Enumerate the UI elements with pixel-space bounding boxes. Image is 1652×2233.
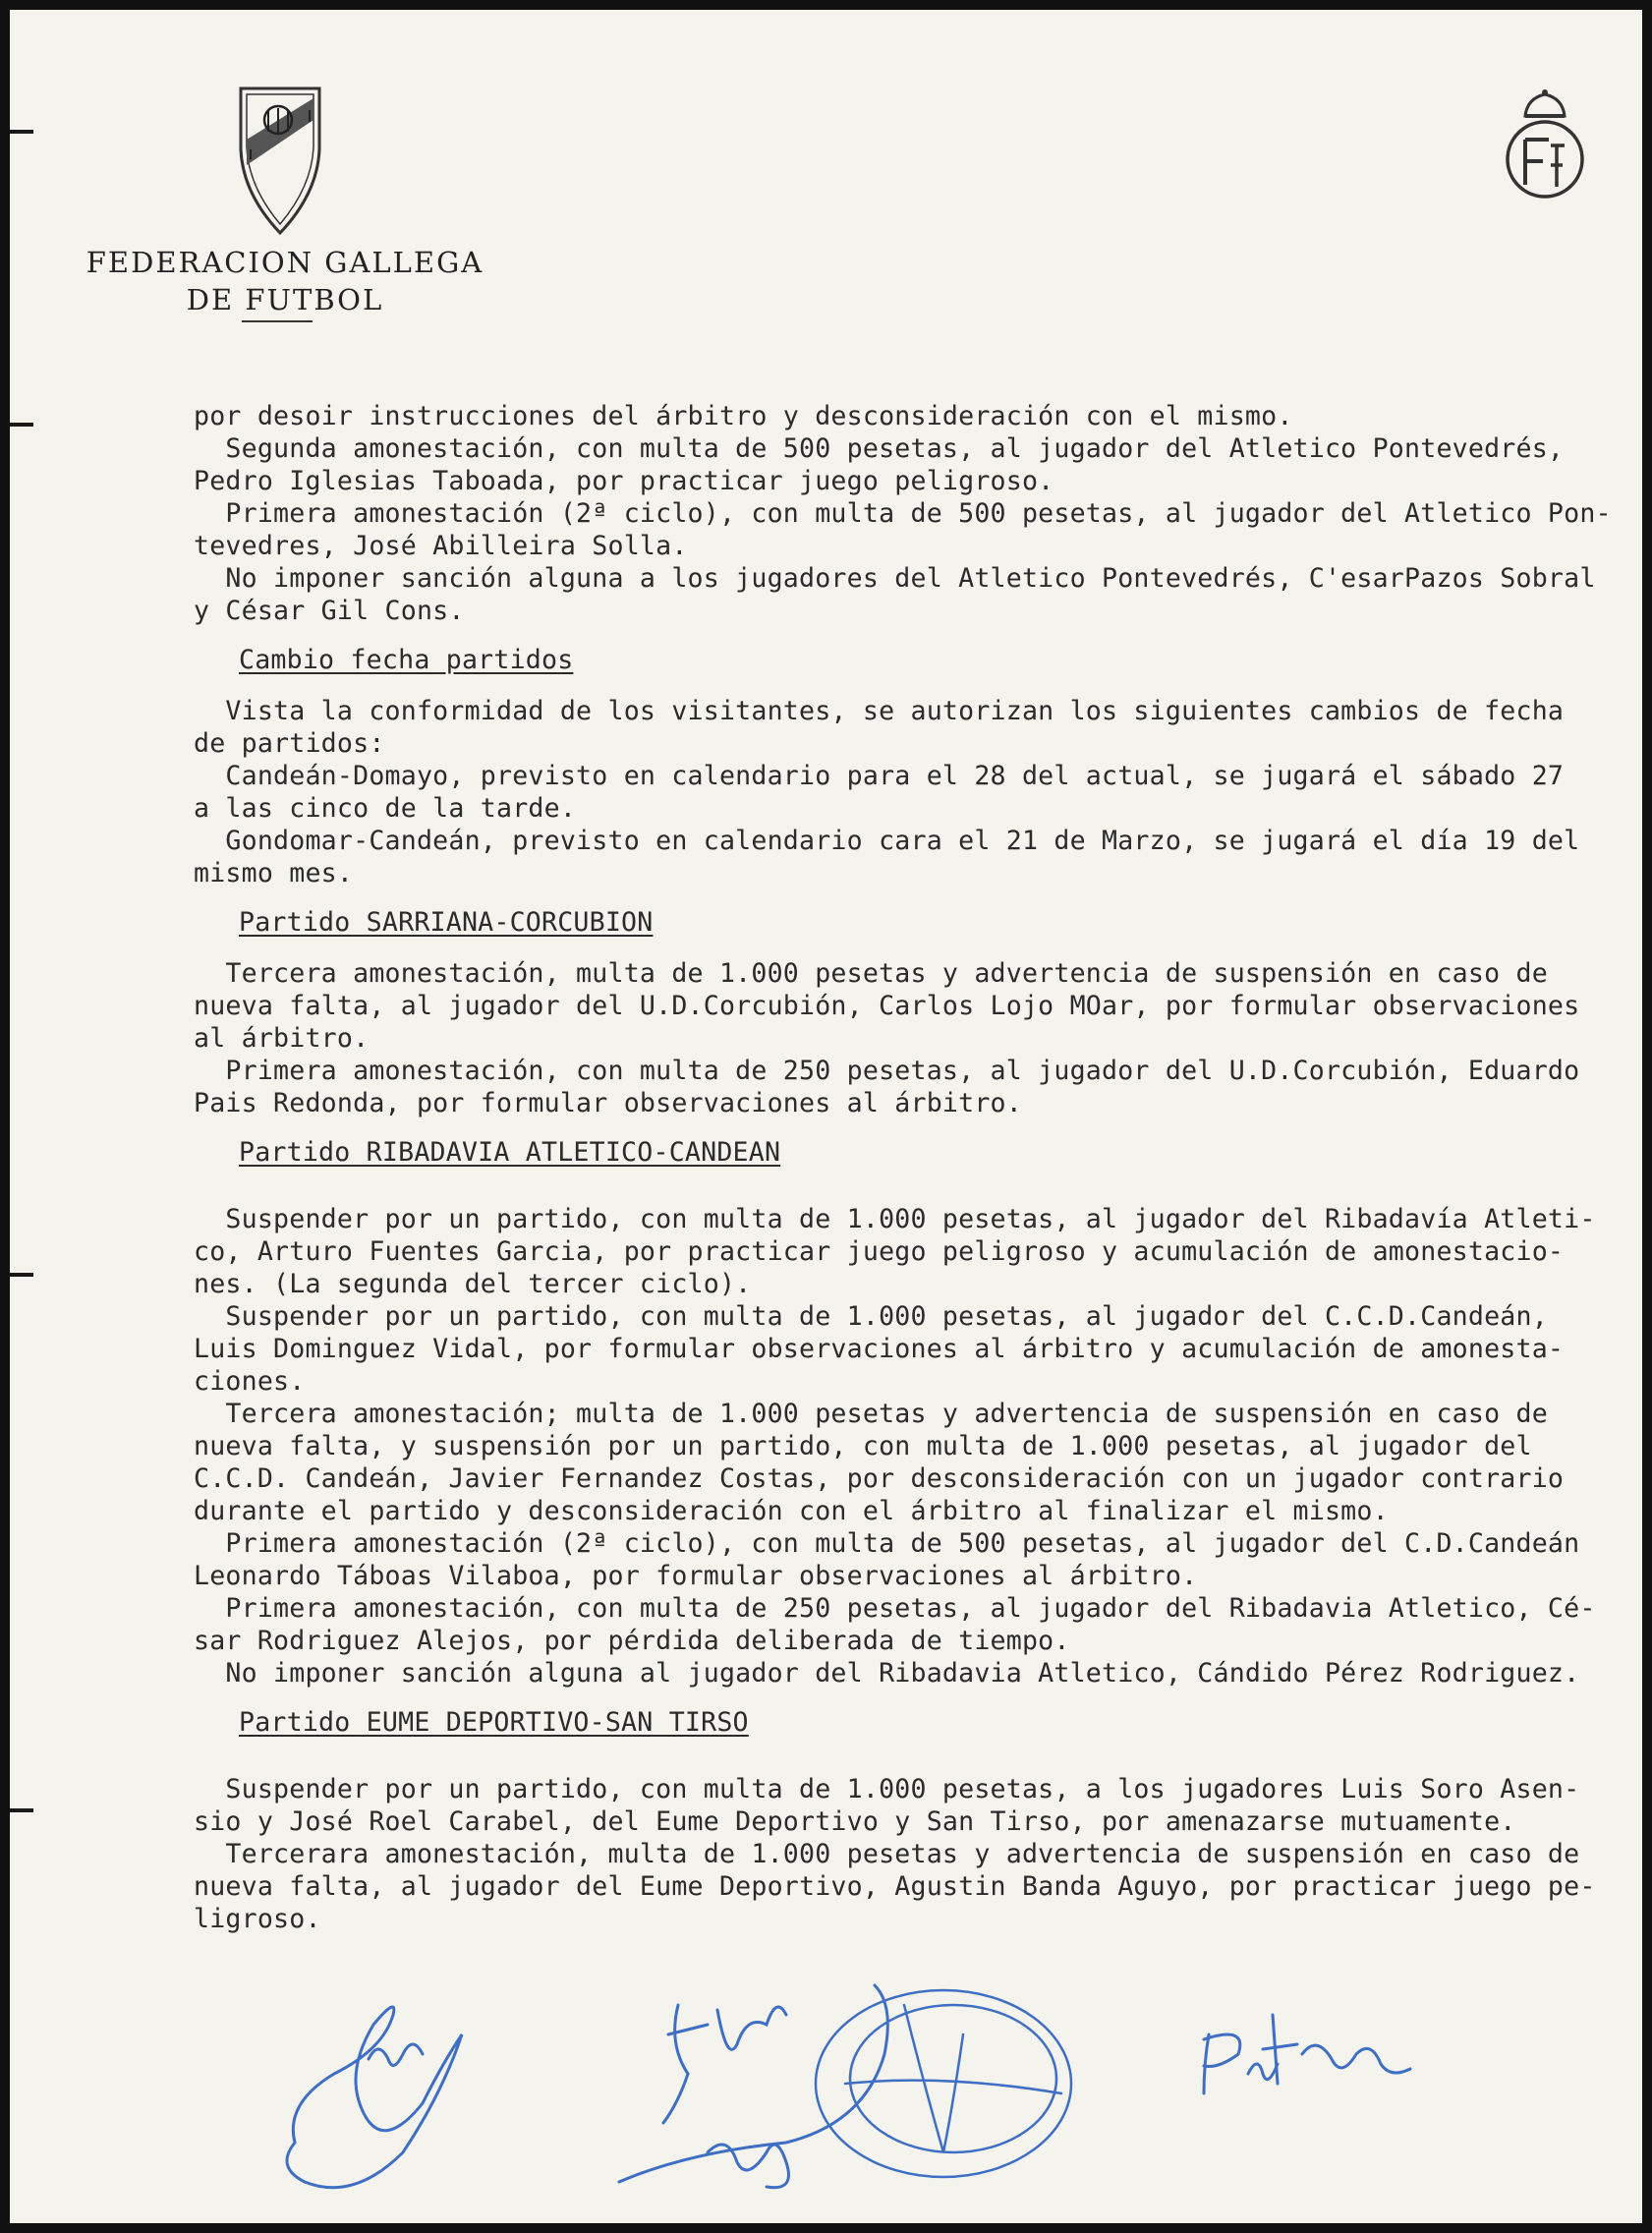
intro-line: por desoir instrucciones del árbitro y desconsideración con el mismo. <box>194 401 1293 431</box>
section-line: Primera amonestación (2ª ciclo), con multa de 500 pesetas, al jugador del C.D.Candeán <box>194 1528 1580 1559</box>
section-heading-eume-santirso: Partido EUME DEPORTIVO-SAN TIRSO <box>239 1707 749 1738</box>
section-line: Suspender por un partido, con multa de 1.000 pesetas, a los jugadores Luis Soro Asen- <box>194 1774 1580 1804</box>
section-line: Primera amonestación, con multa de 250 pesetas, al jugador del Ribadavia Atletico, Cé- <box>194 1593 1596 1624</box>
section-heading-date-change: Cambio fecha partidos <box>239 645 574 675</box>
intro-line: tevedres, José Abilleira Solla. <box>194 531 688 561</box>
binding-hole-mark <box>10 1808 33 1812</box>
section-line: Suspender por un partido, con multa de 1.000 pesetas, al jugador del C.C.D.Candeán, <box>194 1301 1548 1332</box>
section-line: Tercerara amonestación, multa de 1.000 pesetas y advertencia de suspensión en caso de <box>194 1839 1580 1869</box>
section-line: Tercera amonestación; multa de 1.000 pesetas y advertencia de suspensión en caso de <box>194 1399 1548 1429</box>
section-line: nueva falta, y suspensión por un partido, con multa de 1.000 pesetas, al jugador del <box>194 1431 1532 1461</box>
section-line: Luis Dominguez Vidal, por formular observaciones al árbitro y acumulación de amonesta- <box>194 1334 1565 1364</box>
section-line: Primera amonestación, con multa de 250 pesetas, al jugador del U.D.Corcubión, Eduardo <box>194 1056 1580 1086</box>
galician-federation-crest-icon <box>231 81 329 238</box>
section-line: nueva falta, al jugador del U.D.Corcubión, Carlos Lojo MOar, por formular observaciones <box>194 991 1580 1021</box>
spacer <box>194 1187 1638 1203</box>
section-line: Pais Redonda, por formular observaciones al árbitro. <box>194 1088 1022 1118</box>
resolution-text <box>194 400 1638 1935</box>
section-heading-ribadavia-candean: Partido RIBADAVIA ATLETICO-CANDEAN <box>239 1137 781 1168</box>
section-line: No imponer sanción alguna al jugador del Ribadavia Atletico, Cándido Pérez Rodriguez. <box>194 1658 1580 1689</box>
section-heading-sarriana-corcubion: Partido SARRIANA-CORCUBION <box>239 907 654 938</box>
header-divider <box>242 320 313 322</box>
spacer <box>194 1757 1638 1773</box>
section-line: de partidos: <box>194 728 385 759</box>
section-line: C.C.D. Candeán, Javier Fernandez Costas, por desconsideración con un jugador contrario <box>194 1463 1565 1494</box>
binding-hole-mark <box>10 423 33 427</box>
intro-line: Segunda amonestación, con multa de 500 pesetas, al jugador del Atletico Pontevedrés, <box>194 433 1565 464</box>
intro-line: y César Gil Cons. <box>194 596 465 626</box>
federation-name <box>79 244 491 318</box>
section-line: sio y José Roel Carabel, del Eume Deportivo y San Tirso, por amenazarse mutuamente. <box>194 1806 1516 1837</box>
section-line: Suspender por un partido, con multa de 1.000 pesetas, al jugador del Ribadavía Atleti- <box>194 1204 1596 1234</box>
section-line: Gondomar-Candeán, previsto en calendario cara el 21 de Marzo, se jugará el día 19 del <box>194 826 1580 856</box>
section-line: co, Arturo Fuentes Garcia, por practicar juego peligroso y acumulación de amonestacio- <box>194 1236 1565 1267</box>
section-line: Tercera amonestación, multa de 1.000 pesetas y advertencia de suspensión en caso de <box>194 958 1548 989</box>
section-line: ciones. <box>194 1366 306 1397</box>
royal-spanish-federation-crest-icon <box>1496 88 1594 206</box>
section-line: nueva falta, al jugador del Eume Deportivo, Agustin Banda Aguyo, por practicar juego pe- <box>194 1871 1596 1902</box>
intro-line: Primera amonestación (2ª ciclo), con multa de 500 pesetas, al jugador del Atletico Pon- <box>194 498 1612 529</box>
intro-line: No imponer sanción alguna a los jugadores del Atletico Pontevedrés, C'esarPazos Sobral <box>194 563 1596 594</box>
section-line: Candeán-Domayo, previsto en calendario para el 28 del actual, se jugará el sábado 27 <box>194 761 1565 791</box>
intro-line: Pedro Iglesias Taboada, por practicar juego peligroso. <box>194 466 1054 496</box>
signature-1 <box>287 2007 462 2188</box>
signature-2 <box>619 1985 887 2188</box>
signatures-block <box>275 1956 1454 2221</box>
signature-3 <box>816 1990 1071 2177</box>
section-line: sar Rodriguez Alejos, por pérdida deliberada de tiempo. <box>194 1626 1070 1656</box>
section-line: mismo mes. <box>194 858 354 888</box>
federation-name-line2: DE FUTBOL <box>186 283 384 316</box>
section-line: nes. (La segunda del tercer ciclo). <box>194 1269 752 1299</box>
binding-hole-mark <box>10 130 33 134</box>
section-line: a las cinco de la tarde. <box>194 793 577 824</box>
section-line: Vista la conformidad de los visitantes, se autorizan los siguientes cambios de fecha <box>194 696 1565 726</box>
section-line: Leonardo Táboas Vilaboa, por formular observaciones al árbitro. <box>194 1561 1198 1591</box>
document-page <box>10 10 1642 2223</box>
binding-hole-mark <box>10 1273 33 1277</box>
federation-name-line1: FEDERACION GALLEGA <box>85 246 484 279</box>
section-line: al árbitro. <box>194 1023 370 1054</box>
section-line: durante el partido y desconsideración con el árbitro al finalizar el mismo. <box>194 1496 1389 1526</box>
signature-4 <box>1204 2015 1410 2093</box>
section-line: ligroso. <box>194 1904 321 1934</box>
